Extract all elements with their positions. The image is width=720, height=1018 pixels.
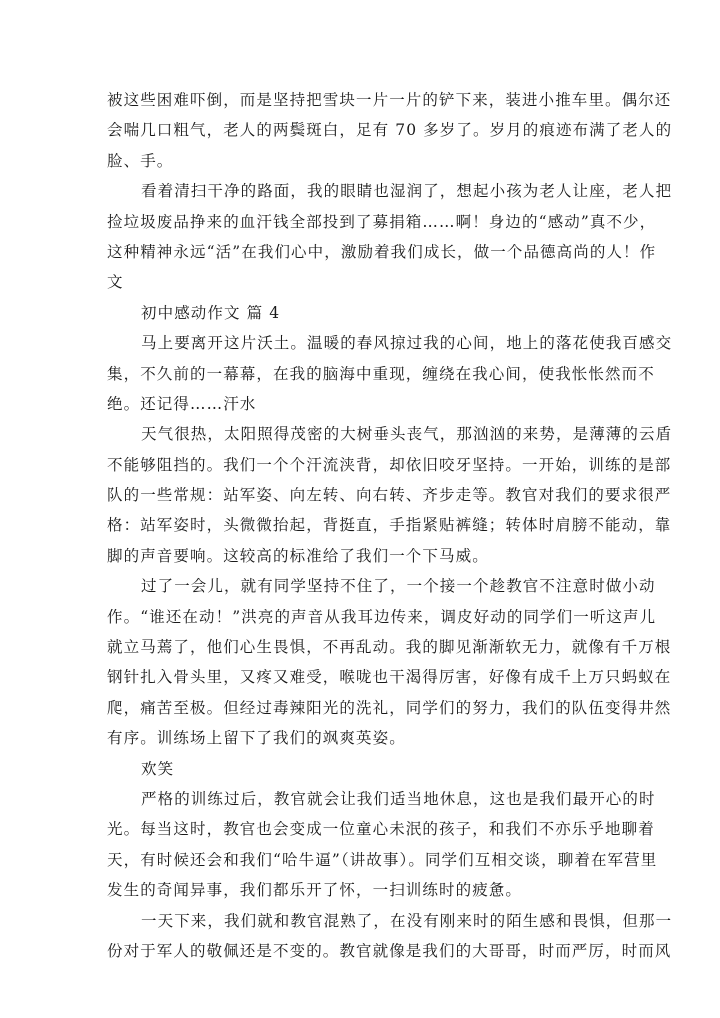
text-line: 会喘几口粗气，老人的两鬓斑白，足有 70 多岁了。岁月的痕迹布满了老人的 xyxy=(107,121,673,140)
section-heading: 初中感动作文 篇 4 xyxy=(141,303,281,322)
paragraph-start-line: 严格的训练过后，教官就会让我们适当地休息，这也是我们最开心的时 xyxy=(141,789,656,808)
text-line: 捡垃圾废品挣来的血汗钱全部投到了募捐箱……啊！身边的“感动”真不少， xyxy=(107,212,657,231)
text-line: 不能够阻挡的。我们一个个汗流浃背，却依旧咬牙坚持。一开始，训练的是部 xyxy=(107,455,672,474)
text-line: 这种精神永远“活”在我们心中，激励着我们成长，做一个品德高尚的人！作 xyxy=(107,242,657,261)
text-line: 就立马蔫了，他们心生畏惧，不再乱动。我的脚见渐渐软无力，就像有千万根 xyxy=(107,638,672,657)
document-page xyxy=(107,85,673,966)
paragraph-start-line: 马上要离开这片沃土。温暖的春风掠过我的心间，地上的落花使我百感交 xyxy=(141,334,673,353)
paragraph-start-line: 天气很热，太阳照得茂密的大树垂头丧气，那汹汹的来势，是薄薄的云盾 xyxy=(141,425,673,444)
text-line: 份对于军人的敬佩还是不变的。教官就像是我们的大哥哥，时而严厉，时而风 xyxy=(107,941,672,960)
text-line: 队的一些常规：站军姿、向左转、向右转、齐步走等。教官对我们的要求很严 xyxy=(107,486,672,505)
text-line: 光。每当这时，教官也会变成一位童心未泯的孩子，和我们不亦乐乎地聊着 xyxy=(107,820,655,839)
text-line: 有序。训练场上留下了我们的飒爽英姿。 xyxy=(107,729,406,748)
text-line: 格：站军姿时，头微微抬起，背挺直，手指紧贴裤缝；转体时肩膀不能动，靠 xyxy=(107,516,672,535)
text-line: 绝。还记得……汗水 xyxy=(107,394,257,413)
text-line: 脸、手。 xyxy=(107,151,174,170)
text-line: 发生的奇闻异事，我们都乐开了怀，一扫训练时的疲惫。 xyxy=(107,881,523,900)
text-line: 集，不久前的一幕幕，在我的脑海中重现，缠绕在我心间，使我怅怅然而不 xyxy=(107,364,655,383)
text-line: 天，有时候还会和我们“哈牛逼”（讲故事）。同学们互相交谈，聊着在军营里 xyxy=(107,850,658,869)
text-line: 文 xyxy=(107,273,124,292)
text-line: 爬，痛苦至极。但经过毒辣阳光的洗礼，同学们的努力，我们的队伍变得井然 xyxy=(107,698,672,717)
text-line: 脚的声音要响。这较高的标准给了我们一个下马威。 xyxy=(107,546,489,565)
text-line: 被这些困难吓倒，而是坚持把雪块一片一片的铲下来，装进小推车里。偶尔还 xyxy=(107,91,672,109)
subsection-heading: 欢笑 xyxy=(141,759,175,778)
text-line: 作。“谁还在动！”洪亮的声音从我耳边传来，调皮好动的同学们一听这声儿 xyxy=(107,607,657,626)
text-line: 钢针扎入骨头里，又疼又难受，喉咙也干渴得厉害，好像有成千上万只蚂蚁在 xyxy=(107,668,672,687)
paragraph-start-line: 一天下来，我们就和教官混熟了，在没有刚来时的陌生感和畏惧，但那一 xyxy=(141,911,673,930)
paragraph-start-line: 看着清扫干净的路面，我的眼睛也湿润了，想起小孩为老人让座，老人把 xyxy=(141,182,673,201)
paragraph-start-line: 过了一会儿，就有同学坚持不住了，一个接一个趁教官不注意时做小动 xyxy=(141,577,656,596)
